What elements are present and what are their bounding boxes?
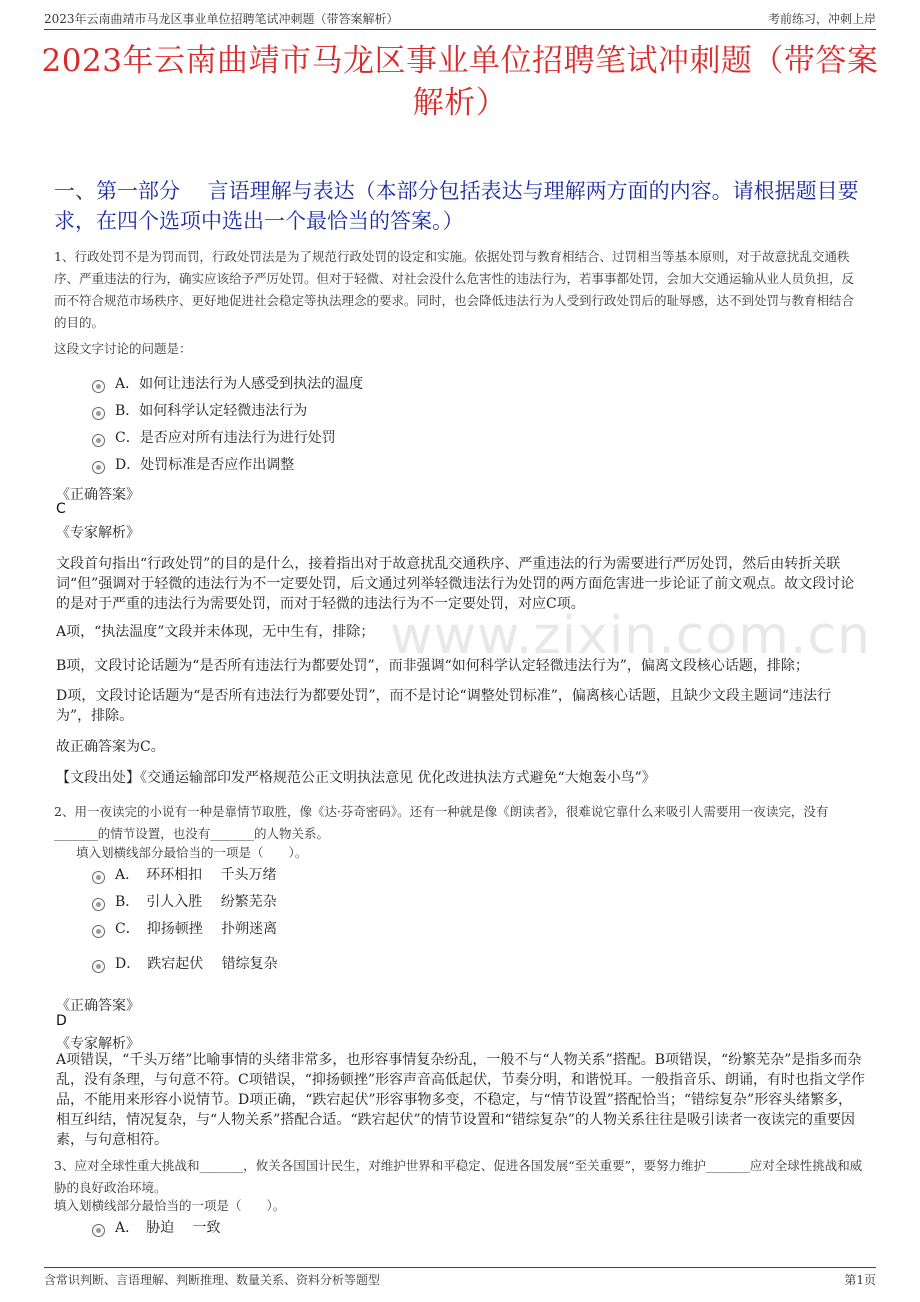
question-1-option-b[interactable] <box>92 400 307 420</box>
radio-icon[interactable] <box>92 434 105 447</box>
option-label: C． 抑扬顿挫 扑朔迷离 <box>115 921 278 937</box>
radio-icon[interactable] <box>92 1224 105 1237</box>
question-1-analysis-para: 文段首句指出“行政处罚”的目的是什么，接着指出对于故意扰乱交通秩序、严重违法的行为需要进行严厉处罚，然后由转折关联词“但”强调对于轻微的违法行为不一定要处罚，后文通过列举轻微违法行为处罚的两方面危害进一步论证了前文观点。故文段讨论的是对于严重的违法行为需要处罚，而对于轻微的违法行为不一定要处罚，对应C项。 <box>56 556 855 612</box>
question-1-option-c[interactable] <box>92 427 336 447</box>
watermark: www.zixin.com.cn <box>390 606 871 666</box>
question-2-option-b[interactable] <box>92 891 277 911</box>
radio-icon[interactable] <box>92 407 105 420</box>
question-1-analysis-para: 故正确答案为C。 <box>56 739 165 755</box>
section-heading: 一、第一部分 言语理解与表达（本部分包括表达与理解两方面的内容。请根据题目要求，在四个选项中选出一个最恰当的答案。） <box>54 179 859 233</box>
option-label: A．如何让违法行为人感受到执法的温度 <box>115 376 364 392</box>
radio-icon[interactable] <box>92 871 105 884</box>
question-2-option-a[interactable] <box>92 864 277 884</box>
radio-icon[interactable] <box>92 925 105 938</box>
footer-note: 含常识判断、言语理解、判断推理、数量关系、资料分析等题型 <box>44 1273 381 1287</box>
header-slogan: 考前练习，冲刺上岸 <box>767 12 876 26</box>
question-2-answer-label: 《正确答案》 <box>56 998 140 1014</box>
question-2-analysis-label: 《专家解析》 <box>56 1036 140 1052</box>
question-3-option-a[interactable] <box>92 1217 221 1237</box>
radio-icon[interactable] <box>92 898 105 911</box>
question-1-answer-label: 《正确答案》 <box>56 487 140 503</box>
question-2-answer: D <box>56 1013 67 1029</box>
question-1-option-a[interactable] <box>92 373 363 393</box>
footer-divider <box>44 1267 876 1268</box>
option-label: D．处罚标准是否应作出调整 <box>115 457 295 473</box>
question-1-answer: C <box>56 501 66 517</box>
question-1-analysis-para: B项，文段讨论话题为“是否所有违法行为都要处罚”，而非强调“如何科学认定轻微违法行为”，偏离文段核心话题，排除； <box>56 658 809 674</box>
option-label: A． 环环相扣 千头万绪 <box>115 867 277 883</box>
question-3-stem: 3、应对全球性重大挑战和_______，攸关各国国计民生，对维护世界和平稳定、促进各国发展“至关重要”，要努力维护_______应对全球性挑战和威胁的良好政治环境。 <box>54 1158 863 1195</box>
question-1-analysis-para: A项，“执法温度”文段并未体现，无中生有，排除； <box>56 624 375 640</box>
question-1-analysis-label: 《专家解析》 <box>56 525 140 541</box>
page-title: 2023年云南曲靖市马龙区事业单位招聘笔试冲刺题（带答案解析） <box>41 43 879 121</box>
question-2-prompt: 填入划横线部分最恰当的一项是（ ）。 <box>76 845 308 860</box>
radio-icon[interactable] <box>92 380 105 393</box>
question-2-option-c[interactable] <box>92 918 277 938</box>
radio-icon[interactable] <box>92 461 105 474</box>
question-1-source: 【文段出处】《交通运输部印发严格规范公正文明执法意见 优化改进执法方式避免“大炮轰小鸟”》 <box>56 770 656 786</box>
option-label: A． 胁迫 一致 <box>115 1220 221 1236</box>
question-2-analysis: A项错误，“千头万绪”比喻事情的头绪非常多，也形容事情复杂纷乱，一般不与“人物关系”搭配。B项错误，“纷繁芜杂”是指多而杂乱，没有条理，与句意不符。C项错误，“抑扬顿挫”形容声音高低起伏，节奏分明，和谐悦耳。一般指音乐、朗诵，有时也指文学作品，不能用来形容小说情节。D项正确，“跌宕起伏”形容事物多变，不稳定，与“情节设置”搭配恰当；“错综复杂”形容头绪繁多，相互纠结，情况复杂，与“人物关系”搭配合适。“跌宕起伏”的情节设置和“错综复杂”的人物关系往往是吸引读者一夜读完的重要因素，与句意相符。 <box>56 1052 866 1148</box>
option-label: B．如何科学认定轻微违法行为 <box>115 403 308 419</box>
header-title: 2023年云南曲靖市马龙区事业单位招聘笔试冲刺题（带答案解析） <box>44 12 399 26</box>
question-1-stem: 1、行政处罚不是为罚而罚，行政处罚法是为了规范行政处罚的设定和实施。依据处罚与教育相结合、过罚相当等基本原则，对于故意扰乱交通秩序、严重违法的行为，确实应该给予严厉处罚。但对于轻微、对社会没什么危害性的违法行为，若事事都处罚，会加大交通运输从业人员负担，反而不符合规范市场秩序、更好地促进社会稳定等执法理念的要求。同时，也会降低违法行为人受到行政处罚后的耻辱感，达不到处罚与教育相结合的目的。 <box>54 249 855 330</box>
option-label: D． 跌宕起伏 错综复杂 <box>115 956 278 972</box>
question-2-stem: 2、用一夜读完的小说有一种是靠情节取胜，像《达·芬奇密码》。还有一种就是像《朗读者》，很难说它靠什么来吸引人需要用一夜读完，没有_______的情节设置，也没有_______的人物关系。 <box>54 804 829 841</box>
question-2-option-d[interactable] <box>92 953 278 973</box>
page-number: 第1页 <box>844 1273 876 1287</box>
radio-icon[interactable] <box>92 960 105 973</box>
question-1-prompt: 这段文字讨论的问题是： <box>54 341 192 356</box>
question-1-analysis-para: D项，文段讨论话题为“是否所有违法行为都要处罚”，而不是讨论“调整处罚标准”，偏离核心话题，且缺少文段主题词“违法行为”，排除。 <box>56 688 832 724</box>
option-label: C．是否应对所有违法行为进行处罚 <box>115 430 336 446</box>
question-1-option-d[interactable] <box>92 454 294 474</box>
option-label: B． 引人入胜 纷繁芜杂 <box>115 894 277 910</box>
header-divider <box>44 29 876 30</box>
question-3-prompt: 填入划横线部分最恰当的一项是（ ）。 <box>54 1198 286 1213</box>
